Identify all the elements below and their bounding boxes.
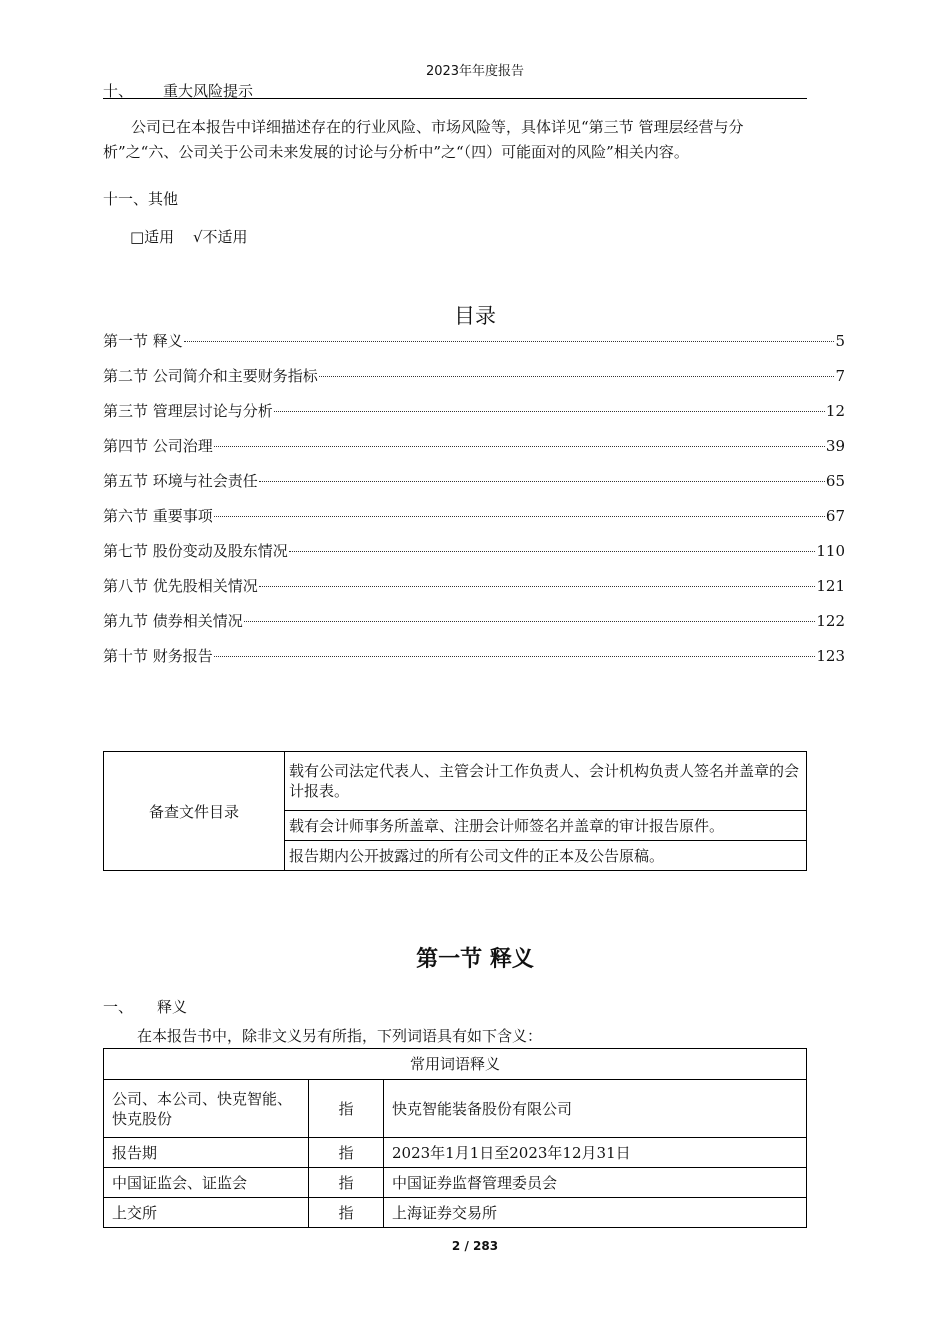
toc-item-label: 第九节 债券相关情况 xyxy=(103,612,243,630)
definitions-title: 释义 xyxy=(157,998,188,1016)
toc-item-label: 第四节 公司治理 xyxy=(103,437,213,455)
reference-docs-label: 备查文件目录 xyxy=(104,752,285,871)
glossary-caption: 常用词语释义 xyxy=(104,1049,807,1080)
reference-documents-table xyxy=(103,751,807,871)
table-row xyxy=(104,1138,807,1168)
table-of-contents xyxy=(103,330,845,680)
glossary-meaning: 2023年1月1日至2023年12月31日 xyxy=(384,1138,807,1168)
toc-item-label: 第八节 优先股相关情况 xyxy=(103,577,258,595)
glossary-refers: 指 xyxy=(309,1198,384,1228)
glossary-meaning: 中国证券监督管理委员会 xyxy=(384,1168,807,1198)
toc-item[interactable] xyxy=(103,330,845,365)
definitions-intro: 在本报告书中，除非文义另有所指，下列词语具有如下含义： xyxy=(137,1027,543,1045)
chapter-title: 第一节 释义 xyxy=(416,947,534,972)
reference-doc-item: 载有会计师事务所盖章、注册会计师签名并盖章的审计报告原件。 xyxy=(285,811,807,841)
toc-leader-dots xyxy=(274,411,825,412)
definitions-number: 一、 xyxy=(103,998,134,1016)
toc-leader-dots xyxy=(259,481,825,482)
toc-item-page: 65 xyxy=(825,472,845,490)
applicability-options xyxy=(130,226,262,247)
table-row xyxy=(104,1198,807,1228)
glossary-refers: 指 xyxy=(309,1138,384,1168)
glossary-term: 报告期 xyxy=(104,1138,309,1168)
toc-item-page: 12 xyxy=(825,402,845,420)
toc-item[interactable] xyxy=(103,645,845,680)
option-applicable: □适用 xyxy=(130,228,175,246)
toc-item[interactable] xyxy=(103,505,845,540)
toc-leader-dots xyxy=(214,516,825,517)
toc-item-page: 39 xyxy=(825,437,845,455)
toc-item-page: 122 xyxy=(816,612,845,630)
toc-leader-dots xyxy=(184,341,835,342)
toc-item-label: 第六节 重要事项 xyxy=(103,507,213,525)
toc-item[interactable] xyxy=(103,610,845,645)
glossary-term: 上交所 xyxy=(104,1198,309,1228)
glossary-term: 公司、本公司、快克智能、快克股份 xyxy=(104,1080,309,1138)
glossary-refers: 指 xyxy=(309,1080,384,1138)
toc-item[interactable] xyxy=(103,400,845,435)
toc-item[interactable] xyxy=(103,435,845,470)
section-10-number: 十、 xyxy=(103,82,134,100)
page-header: 2023年年度报告 xyxy=(425,64,525,79)
toc-item[interactable] xyxy=(103,575,845,610)
section-11-heading: 十一、其他 xyxy=(103,190,179,208)
toc-item[interactable] xyxy=(103,365,845,400)
toc-item-label: 第三节 管理层讨论与分析 xyxy=(103,402,273,420)
toc-leader-dots xyxy=(214,446,825,447)
definitions-heading xyxy=(103,996,187,1017)
table-row xyxy=(104,1168,807,1198)
reference-doc-item: 载有公司法定代表人、主管会计工作负责人、会计机构负责人签名并盖章的会计报表。 xyxy=(285,752,807,811)
page-number: 2 / 283 xyxy=(451,1239,499,1253)
toc-item-label: 第十节 财务报告 xyxy=(103,647,213,665)
toc-item-label: 第五节 环境与社会责任 xyxy=(103,472,258,490)
section-10-title: 重大风险提示 xyxy=(163,82,254,100)
toc-leader-dots xyxy=(244,621,816,622)
toc-title: 目录 xyxy=(454,304,496,328)
toc-item-label: 第一节 释义 xyxy=(103,332,183,350)
reference-doc-item: 报告期内公开披露过的所有公司文件的正本及公告原稿。 xyxy=(285,841,807,871)
toc-item[interactable] xyxy=(103,540,845,575)
toc-item-label: 第二节 公司简介和主要财务指标 xyxy=(103,367,318,385)
risk-paragraph: 公司已在本报告中详细描述存在的行业风险、市场风险等，具体详见“第三节 管理层经营与分析”之“六、公司关于公司未来发展的讨论与分析中”之“（四）可能面对的风险”相关内容。 xyxy=(103,118,744,161)
toc-item-page: 5 xyxy=(835,332,845,350)
table-row xyxy=(104,1080,807,1138)
toc-item-label: 第七节 股份变动及股东情况 xyxy=(103,542,288,560)
toc-item-page: 121 xyxy=(816,577,845,595)
toc-item-page: 110 xyxy=(816,542,845,560)
toc-item-page: 67 xyxy=(825,507,845,525)
glossary-term: 中国证监会、证监会 xyxy=(104,1168,309,1198)
glossary-refers: 指 xyxy=(309,1168,384,1198)
toc-leader-dots xyxy=(319,376,835,377)
section-10-heading xyxy=(103,80,253,101)
toc-leader-dots xyxy=(259,586,816,587)
toc-leader-dots xyxy=(289,551,816,552)
glossary-table xyxy=(103,1048,807,1228)
glossary-meaning: 快克智能装备股份有限公司 xyxy=(384,1080,807,1138)
toc-item[interactable] xyxy=(103,470,845,505)
toc-leader-dots xyxy=(214,656,816,657)
toc-item-page: 123 xyxy=(816,647,845,665)
option-not-applicable: √不适用 xyxy=(192,228,248,246)
toc-item-page: 7 xyxy=(835,367,845,385)
glossary-meaning: 上海证券交易所 xyxy=(384,1198,807,1228)
